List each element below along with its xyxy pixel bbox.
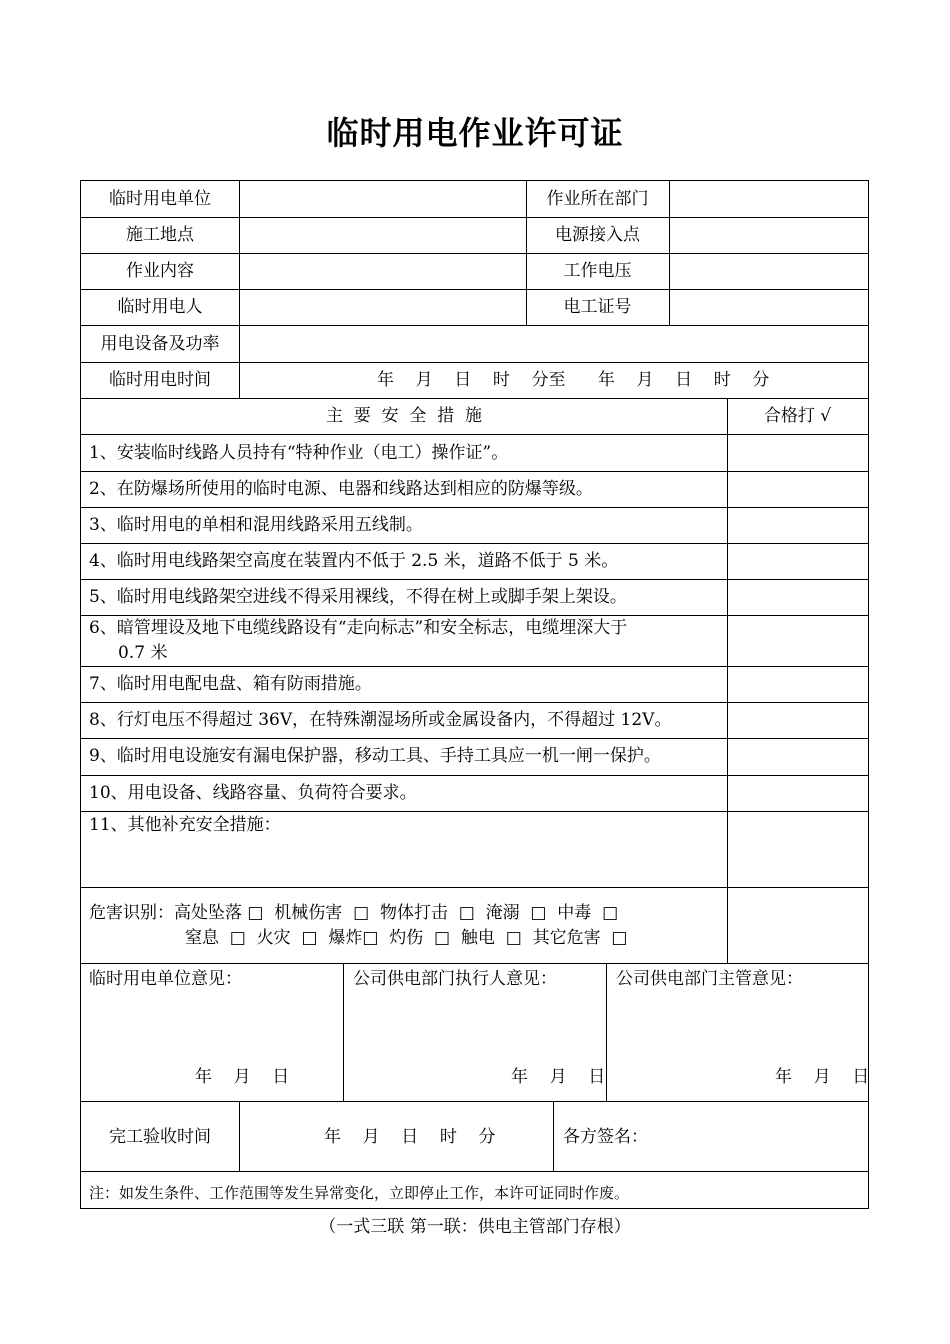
- row-divider: [81, 543, 868, 544]
- voltage-label: 工作电压: [563, 261, 632, 281]
- measure-item: 10、用电设备、线路容量、负荷符合要求。: [89, 783, 417, 803]
- completion-label: 完工验收时间: [109, 1127, 211, 1147]
- supervisor-opinion-date: 年 月 日: [775, 1067, 870, 1087]
- row-divider: [81, 217, 868, 218]
- hazard-line-1: 危害识别：高处坠落 □ 机械伤害 □ 物体打击 □ 淹溺 □ 中毒 □: [89, 903, 619, 923]
- row-divider: [81, 1101, 868, 1102]
- col-divider: [669, 181, 670, 325]
- person-label: 临时用电人: [117, 297, 203, 317]
- power-point-label: 电源接入点: [555, 225, 640, 245]
- executor-opinion-label: 公司供电部门执行人意见：: [353, 969, 557, 989]
- row-divider: [81, 666, 868, 667]
- page-title: 临时用电作业许可证: [326, 114, 624, 152]
- measure-item: 2、在防爆场所使用的临时电源、电器和线路达到相应的防爆等级。: [89, 479, 593, 499]
- permit-form-table: [80, 180, 869, 1209]
- col-divider: [239, 1101, 240, 1171]
- col-divider: [606, 963, 607, 1101]
- cert-label: 电工证号: [563, 297, 632, 317]
- measure-item-continued: 0.7 米: [118, 643, 168, 663]
- row-divider: [81, 775, 868, 776]
- check-header: 合格打 √: [763, 406, 832, 426]
- col-divider: [239, 181, 240, 398]
- row-divider: [81, 471, 868, 472]
- measures-header: 主 要 安 全 措 施: [325, 406, 483, 426]
- signatures-label: 各方签名：: [563, 1127, 648, 1147]
- row-divider: [81, 253, 868, 254]
- row-divider: [81, 325, 868, 326]
- supervisor-opinion-label: 公司供电部门主管意见：: [616, 969, 803, 989]
- row-divider: [81, 811, 868, 812]
- completion-value: 年 月 日 时 分: [324, 1127, 496, 1147]
- measure-item: 6、暗管埋设及地下电缆线路设有“走向标志”和安全标志，电缆埋深大于: [89, 618, 628, 638]
- measure-item: 3、临时用电的单相和混用线路采用五线制。: [89, 515, 423, 535]
- time-value: 年 月 日 时 分至 年 月 日 时 分: [377, 370, 770, 390]
- unit-opinion-label: 临时用电单位意见：: [89, 969, 242, 989]
- measure-item: 4、临时用电线路架空高度在装置内不低于 2.5 米，道路不低于 5 米。: [89, 551, 619, 571]
- measure-item: 9、临时用电设施安有漏电保护器，移动工具、手持工具应一机一闸一保护。: [89, 746, 661, 766]
- measure-item: 1、安装临时线路人员持有“特种作业（电工）操作证”。: [89, 443, 509, 463]
- executor-opinion-date: 年 月 日: [511, 1067, 606, 1087]
- measure-item: 5、临时用电线路架空进线不得采用裸线，不得在树上或脚手架上架设。: [89, 587, 627, 607]
- time-label: 临时用电时间: [109, 370, 211, 390]
- row-divider: [81, 289, 868, 290]
- footer-copy-info: （一式三联 第一联：供电主管部门存根）: [319, 1217, 631, 1237]
- row-divider: [81, 738, 868, 739]
- row-divider: [81, 579, 868, 580]
- row-divider: [81, 362, 868, 363]
- col-divider: [553, 1101, 554, 1171]
- row-divider: [81, 507, 868, 508]
- row-divider: [81, 615, 868, 616]
- measure-item: 7、临时用电配电盘、箱有防雨措施。: [89, 674, 372, 694]
- row-divider: [81, 434, 868, 435]
- hazard-line-2: 窒息 □ 火灾 □ 爆炸□ 灼伤 □ 触电 □ 其它危害 □: [185, 928, 628, 948]
- site-label: 施工地点: [126, 225, 194, 245]
- unit-opinion-date: 年 月 日: [195, 1067, 290, 1087]
- row-divider: [81, 1171, 868, 1172]
- row-divider: [81, 963, 868, 964]
- note-text: 注：如发生条件、工作范围等发生异常变化，立即停止工作，本许可证同时作废。: [89, 1184, 630, 1202]
- measure-item: 8、行灯电压不得超过 36V，在特殊潮湿场所或金属设备内，不得超过 12V。: [89, 710, 672, 730]
- content-label: 作业内容: [126, 261, 194, 281]
- unit-label: 临时用电单位: [109, 189, 211, 209]
- col-divider: [727, 398, 728, 963]
- row-divider: [81, 398, 868, 399]
- col-divider: [343, 963, 344, 1101]
- row-divider: [81, 702, 868, 703]
- equipment-label: 用电设备及功率: [100, 334, 220, 354]
- row-divider: [81, 887, 868, 888]
- measure-item: 11、其他补充安全措施：: [89, 815, 281, 835]
- dept-label: 作业所在部门: [546, 189, 649, 209]
